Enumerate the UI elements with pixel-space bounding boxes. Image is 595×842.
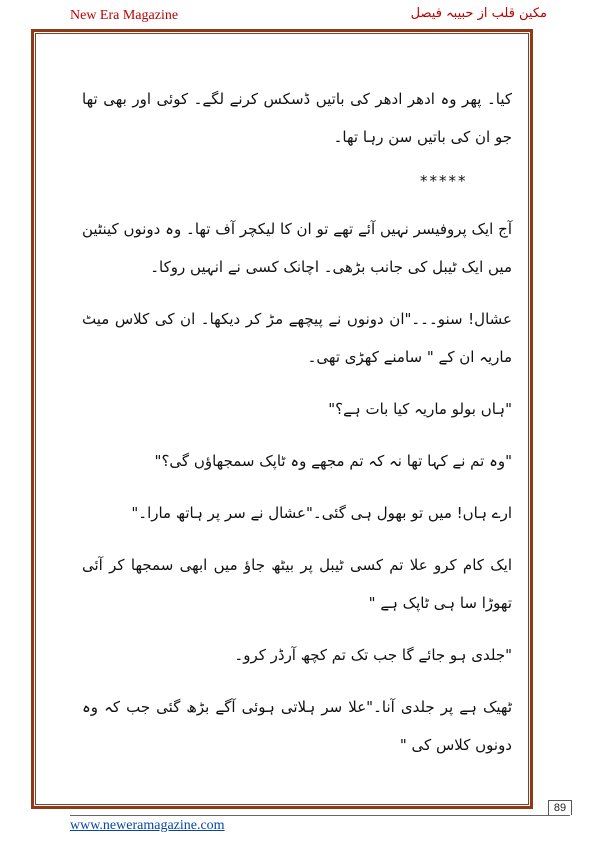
paragraph: "وہ تم نے کہا تھا نہ کہ تم مجھے وہ ٹاپک سمجھاؤں گی؟" [154, 452, 512, 470]
paragraph: ایک کام کرو علا تم کسی ٹیبل پر بیٹھ جاؤ میں ابھی سمجھا کر آئی تھوڑا سا ہی ٹاپک ہے " [82, 556, 512, 612]
page-number: 89 [548, 800, 572, 815]
paragraph: "جلدی ہو جائے گا جب تک تم کچھ آرڈر کرو۔ [234, 646, 512, 664]
footer-divider [70, 815, 570, 816]
story-title: مکین قلب از حبیبہ فیصل [410, 6, 547, 21]
paragraph: کیا۔ پھر وہ ادھر ادھر کی باتیں ڈسکس کرنے لگے۔ کوئی اور بھی تھا جو ان کی باتیں سن رہا تھا۔ [82, 90, 512, 146]
story-body [82, 80, 512, 778]
paragraph: عشال! سنو۔۔۔"ان دونوں نے پیچھے مڑ کر دیکھا۔ ان کی کلاس میٹ ماریہ ان کے " سامنے کھڑی تھی۔ [82, 310, 512, 366]
paragraph: ٹھیک ہے پر جلدی آنا۔"علا سر ہلاتی ہوئی آگے بڑھ گئی جب کہ وہ دونوں کلاس کی " [82, 698, 512, 754]
section-break: ***** [420, 172, 468, 190]
paragraph: ارے ہاں! میں تو بھول ہی گئی۔"عشال نے سر پر ہاتھ مارا۔" [131, 504, 512, 522]
website-link[interactable]: www.neweramagazine.com [70, 818, 225, 833]
paragraph: "ہاں بولو ماریہ کیا بات ہے؟" [328, 400, 512, 418]
paragraph: آج ایک پروفیسر نہیں آئے تھے تو ان کا لیکچر آف تھا۔ وہ دونوں کینٹین میں ایک ٹیبل کی جانب بڑھی۔ اچانک کسی نے انہیں روکا۔ [82, 220, 512, 276]
magazine-name: New Era Magazine [70, 8, 179, 23]
